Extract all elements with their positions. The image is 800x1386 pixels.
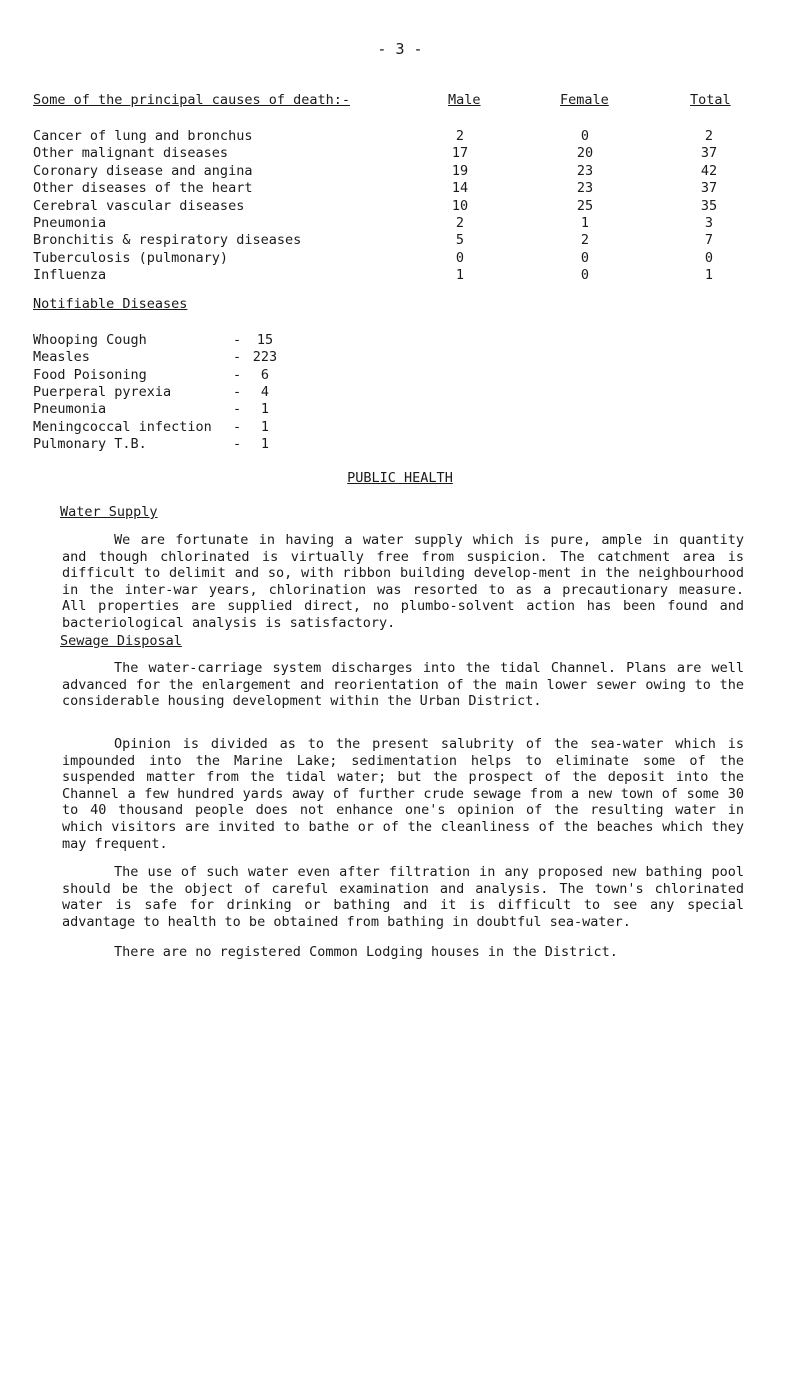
male-count: 0 bbox=[455, 249, 465, 266]
cause-row bbox=[0, 198, 800, 216]
cause-row bbox=[0, 250, 800, 268]
notifiable-row bbox=[0, 349, 800, 367]
cause-row bbox=[0, 128, 800, 146]
total-count: 7 bbox=[704, 232, 714, 249]
female-count: 25 bbox=[576, 197, 594, 214]
case-count: 6 bbox=[260, 366, 270, 383]
cause-label: Influenza bbox=[33, 267, 107, 284]
female-count: 0 bbox=[580, 249, 590, 266]
case-count: 4 bbox=[260, 383, 270, 400]
notifiable-row bbox=[0, 401, 800, 419]
sewage-text-3: The use of such water even after filtration in any proposed new bathing pool should be the object of careful examination and analysis. The town's chlorinated water is safe for drinking or bathing and it is difficult to see any special advantage to health to be obtained from bathing in doubtful sea-water. bbox=[62, 864, 744, 930]
total-count: 1 bbox=[704, 267, 714, 284]
case-count: 1 bbox=[260, 435, 270, 452]
male-count: 17 bbox=[451, 145, 469, 162]
cause-label: Pneumonia bbox=[33, 215, 107, 231]
dash-separator: - bbox=[233, 401, 242, 418]
cause-label: Other diseases of the heart bbox=[33, 180, 253, 197]
water-supply-heading: Water Supply bbox=[60, 504, 158, 520]
lodging-paragraph bbox=[62, 944, 744, 961]
male-count: 1 bbox=[455, 267, 465, 284]
total-count: 2 bbox=[704, 128, 714, 144]
causes-header-row bbox=[0, 92, 800, 110]
dash-separator: - bbox=[233, 418, 242, 435]
case-count: 15 bbox=[256, 332, 274, 348]
total-count: 0 bbox=[704, 249, 714, 266]
female-count: 23 bbox=[576, 162, 594, 179]
cause-label: Cancer of lung and bronchus bbox=[33, 128, 253, 144]
notifiable-row bbox=[0, 436, 800, 454]
cause-label: Bronchitis & respiratory diseases bbox=[33, 232, 302, 249]
column-header-total: Total bbox=[690, 92, 731, 108]
cause-label: Coronary disease and angina bbox=[33, 162, 253, 179]
dash-separator: - bbox=[233, 366, 242, 383]
sewage-disposal-heading: Sewage Disposal bbox=[60, 633, 182, 649]
column-header-female: Female bbox=[560, 92, 609, 108]
female-count: 1 bbox=[580, 215, 590, 231]
disease-label: Whooping Cough bbox=[33, 332, 147, 348]
case-count: 1 bbox=[260, 401, 270, 418]
female-count: 23 bbox=[576, 180, 594, 197]
notifiable-heading: Notifiable Diseases bbox=[33, 296, 188, 312]
notifiable-row bbox=[0, 367, 800, 385]
disease-label: Meningcoccal infection bbox=[33, 418, 212, 435]
male-count: 5 bbox=[455, 232, 465, 249]
cause-row bbox=[0, 180, 800, 198]
sewage-text-1: The water-carriage system discharges into the tidal Channel. Plans are well advanced for the enlargement and reorientation of the main lower sewer owing to the considerable housing development within the Urban District. bbox=[62, 660, 744, 710]
dash-separator: - bbox=[233, 383, 242, 400]
male-count: 14 bbox=[451, 180, 469, 197]
cause-row bbox=[0, 145, 800, 163]
column-header-male: Male bbox=[448, 92, 481, 108]
causes-heading: Some of the principal causes of death:- bbox=[33, 92, 350, 108]
notifiable-row bbox=[0, 419, 800, 437]
female-count: 2 bbox=[580, 232, 590, 249]
cause-row bbox=[0, 215, 800, 233]
lodging-text: There are no registered Common Lodging houses in the District. bbox=[114, 944, 618, 960]
disease-label: Food Poisoning bbox=[33, 366, 147, 383]
case-count: 1 bbox=[260, 418, 270, 435]
male-count: 2 bbox=[455, 128, 465, 144]
cause-label: Other malignant diseases bbox=[33, 145, 229, 162]
disease-label: Pneumonia bbox=[33, 401, 107, 418]
male-count: 10 bbox=[451, 197, 469, 214]
cause-row bbox=[0, 163, 800, 181]
sewage-paragraph-2 bbox=[62, 736, 744, 852]
male-count: 19 bbox=[451, 162, 469, 179]
notifiable-row bbox=[0, 332, 800, 350]
water-supply-text: We are fortunate in having a water supply which is pure, ample in quantity and though chlorinated is virtually free from suspicion. The catchment area is difficult to delimit and so, with ribbon building develop-ment in the neighbourhood in the inter-war years, chlorination was resorted to as a precautionary measure. All properties are supplied direct, no plumbo-solvent action has been found and bacteriological analysis is satisfactory. bbox=[62, 532, 744, 631]
sewage-text-2: Opinion is divided as to the present salubrity of the sea-water which is impounded into the Marine Lake; sedimentation helps to eliminate some of the suspended matter from the tidal water; but the prospect of the deposit into the Channel a few hundred yards away of further crude sewage from a new town of some 30 to 40 thousand people does not enhance one's opinion of the resulting water in which visitors are invited to bathe or of the cleanliness of the beaches which they may frequent. bbox=[62, 736, 744, 852]
cause-label: Cerebral vascular diseases bbox=[33, 197, 245, 214]
male-count: 2 bbox=[455, 215, 465, 231]
water-supply-paragraph bbox=[62, 532, 744, 632]
total-count: 42 bbox=[700, 162, 718, 179]
dash-separator: - bbox=[233, 349, 242, 366]
total-count: 3 bbox=[704, 215, 714, 231]
disease-label: Measles bbox=[33, 349, 90, 366]
total-count: 37 bbox=[700, 145, 718, 162]
case-count: 223 bbox=[252, 349, 278, 366]
cause-label: Tuberculosis (pulmonary) bbox=[33, 249, 229, 266]
notifiable-row bbox=[0, 384, 800, 402]
dash-separator: - bbox=[233, 332, 242, 348]
cause-row bbox=[0, 232, 800, 250]
public-health-heading: PUBLIC HEALTH bbox=[347, 470, 453, 486]
disease-label: Pulmonary T.B. bbox=[33, 435, 147, 452]
female-count: 0 bbox=[580, 267, 590, 284]
sewage-paragraph-1 bbox=[62, 660, 744, 710]
dash-separator: - bbox=[233, 435, 242, 452]
total-count: 37 bbox=[700, 180, 718, 197]
sewage-paragraph-3 bbox=[62, 864, 744, 930]
female-count: 20 bbox=[576, 145, 594, 162]
page-number: - 3 - bbox=[377, 40, 423, 58]
disease-label: Puerperal pyrexia bbox=[33, 383, 172, 400]
cause-row bbox=[0, 267, 800, 285]
total-count: 35 bbox=[700, 197, 718, 214]
female-count: 0 bbox=[580, 128, 590, 144]
